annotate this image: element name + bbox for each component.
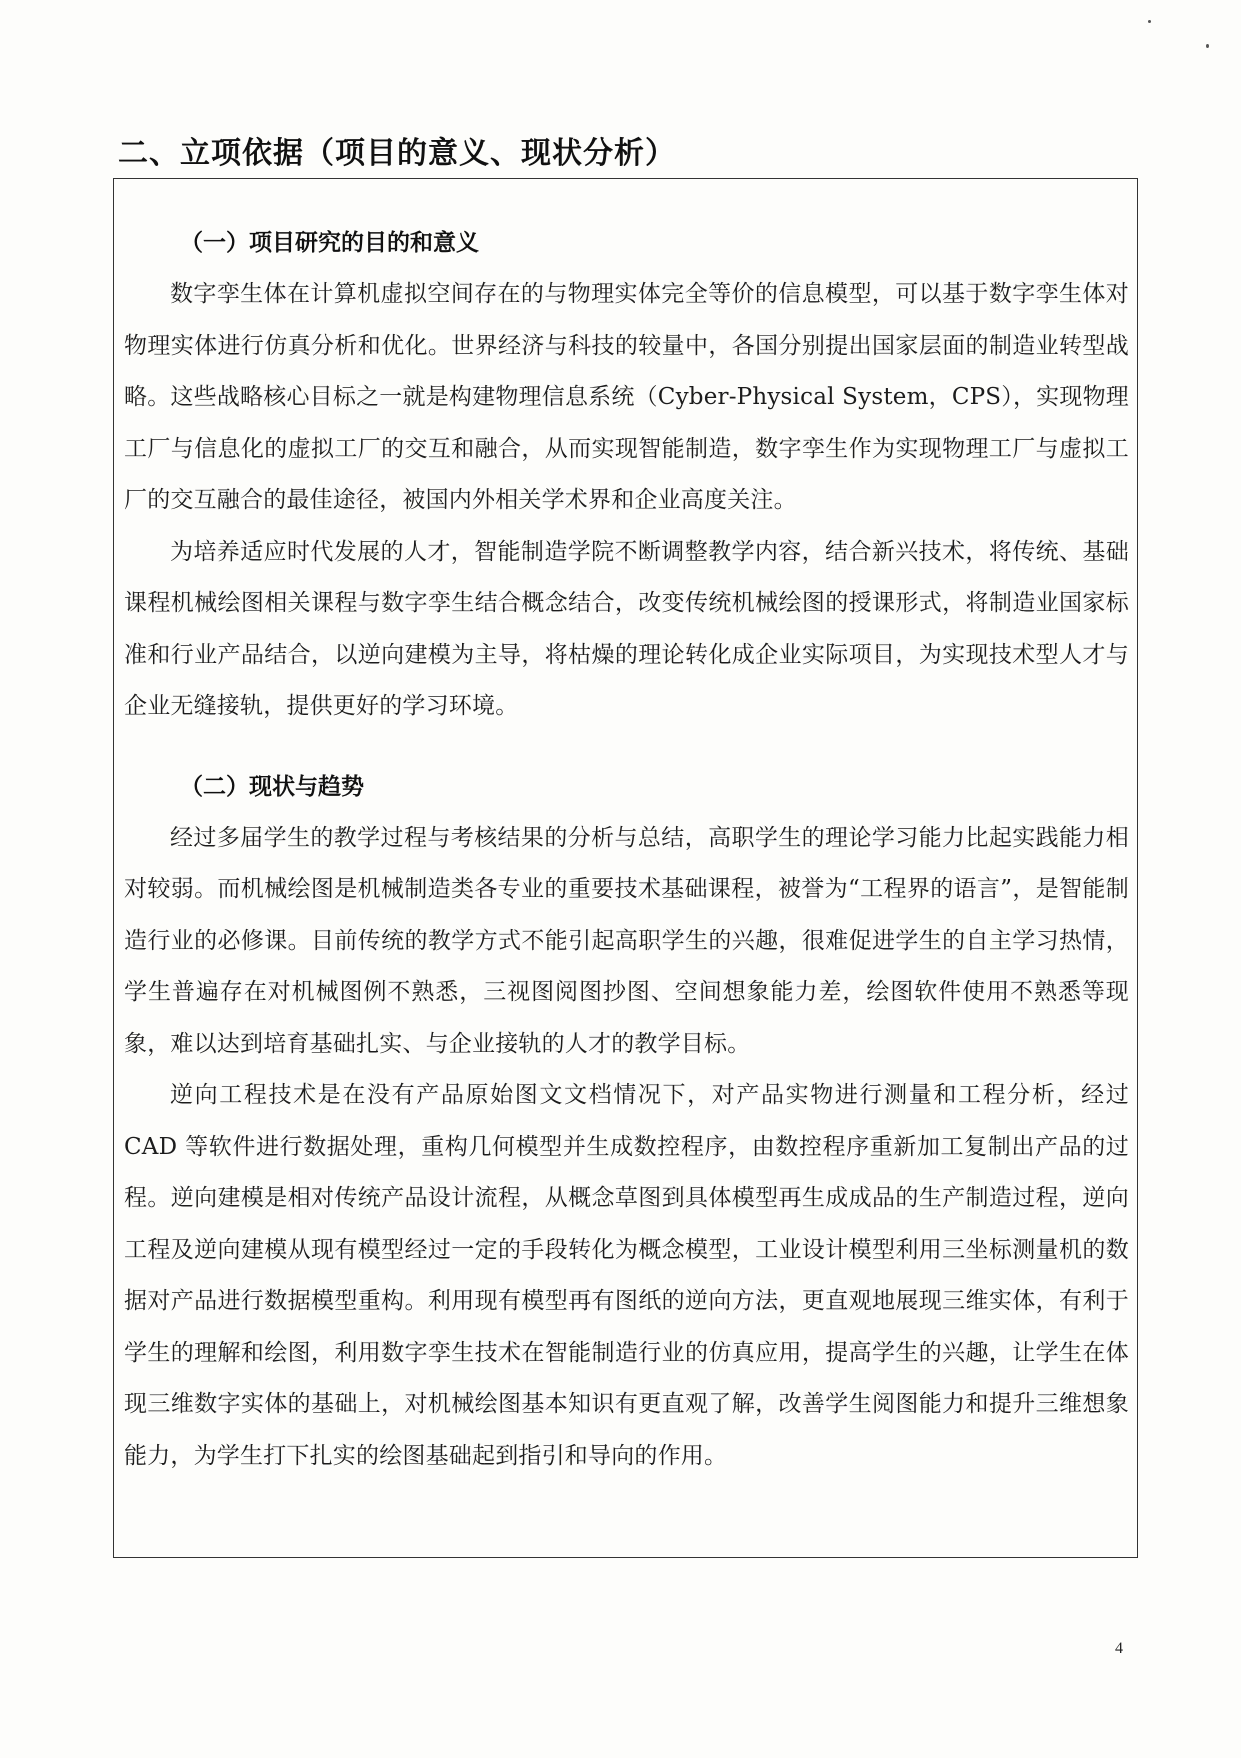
content-body: [124, 217, 1129, 1482]
scan-speck: [1206, 44, 1209, 48]
paragraph: 经过多届学生的教学过程与考核结果的分析与总结，高职学生的理论学习能力比起实践能力相对较弱。而机械绘图是机械制造类各专业的重要技术基础课程，被誉为“工程界的语言”，是智能制造行业的必修课。目前传统的教学方式不能引起高职学生的兴趣，很难促进学生的自主学习热情，学生普遍存在对机械图例不熟悉，三视图阅图抄图、空间想象能力差，绘图软件使用不熟悉等现象，难以达到培育基础扎实、与企业接轨的人才的教学目标。: [124, 824, 1129, 1057]
subsection-title-purpose: （一）项目研究的目的和意义: [180, 230, 479, 256]
scan-speck: [1148, 20, 1151, 23]
page-number: 4: [1115, 1640, 1123, 1657]
subsection-title-status: （二）现状与趋势: [180, 773, 364, 800]
section-gap: [124, 733, 1129, 761]
section-heading: 二、立项依据（项目的意义、现状分析）: [118, 136, 676, 171]
content-box: [113, 178, 1138, 1558]
paragraph: 数字孪生体在计算机虚拟空间存在的与物理实体完全等价的信息模型，可以基于数字孪生体对物理实体进行仿真分析和优化。世界经济与科技的较量中，各国分别提出国家层面的制造业转型战略。这些战略核心目标之一就是构建物理信息系统（Cyber-Physical System，CPS），实现物理工厂与信息化的虚拟工厂的交互和融合，从而实现智能制造，数字孪生作为实现物理工厂与虚拟工厂的交互融合的最佳途径，被国内外相关学术界和企业高度关注。: [124, 281, 1129, 513]
paragraph: 逆向工程技术是在没有产品原始图文文档情况下，对产品实物进行测量和工程分析，经过 CAD 等软件进行数据处理，重构几何模型并生成数控程序，由数控程序重新加工复制出产品的过程。逆向建模是相对传统产品设计流程，从概念草图到具体模型再生成成品的生产制造过程，逆向工程及逆向建模从现有模型经过一定的手段转化为概念模型，工业设计模型利用三坐标测量机的数据对产品进行数据模型重构。利用现有模型再有图纸的逆向方法，更直观地展现三维实体，有利于学生的理解和绘图，利用数字孪生技术在智能制造行业的仿真应用，提高学生的兴趣，让学生在体现三维数字实体的基础上，对机械绘图基本知识有更直观了解，改善学生阅图能力和提升三维想象能力，为学生打下扎实的绘图基础起到指引和导向的作用。: [124, 1082, 1129, 1469]
paragraph: 为培养适应时代发展的人才，智能制造学院不断调整教学内容，结合新兴技术，将传统、基础课程机械绘图相关课程与数字孪生结合概念结合，改变传统机械绘图的授课形式，将制造业国家标准和行业产品结合，以逆向建模为主导，将枯燥的理论转化成企业实际项目，为实现技术型人才与企业无缝接轨，提供更好的学习环境。: [124, 538, 1129, 719]
